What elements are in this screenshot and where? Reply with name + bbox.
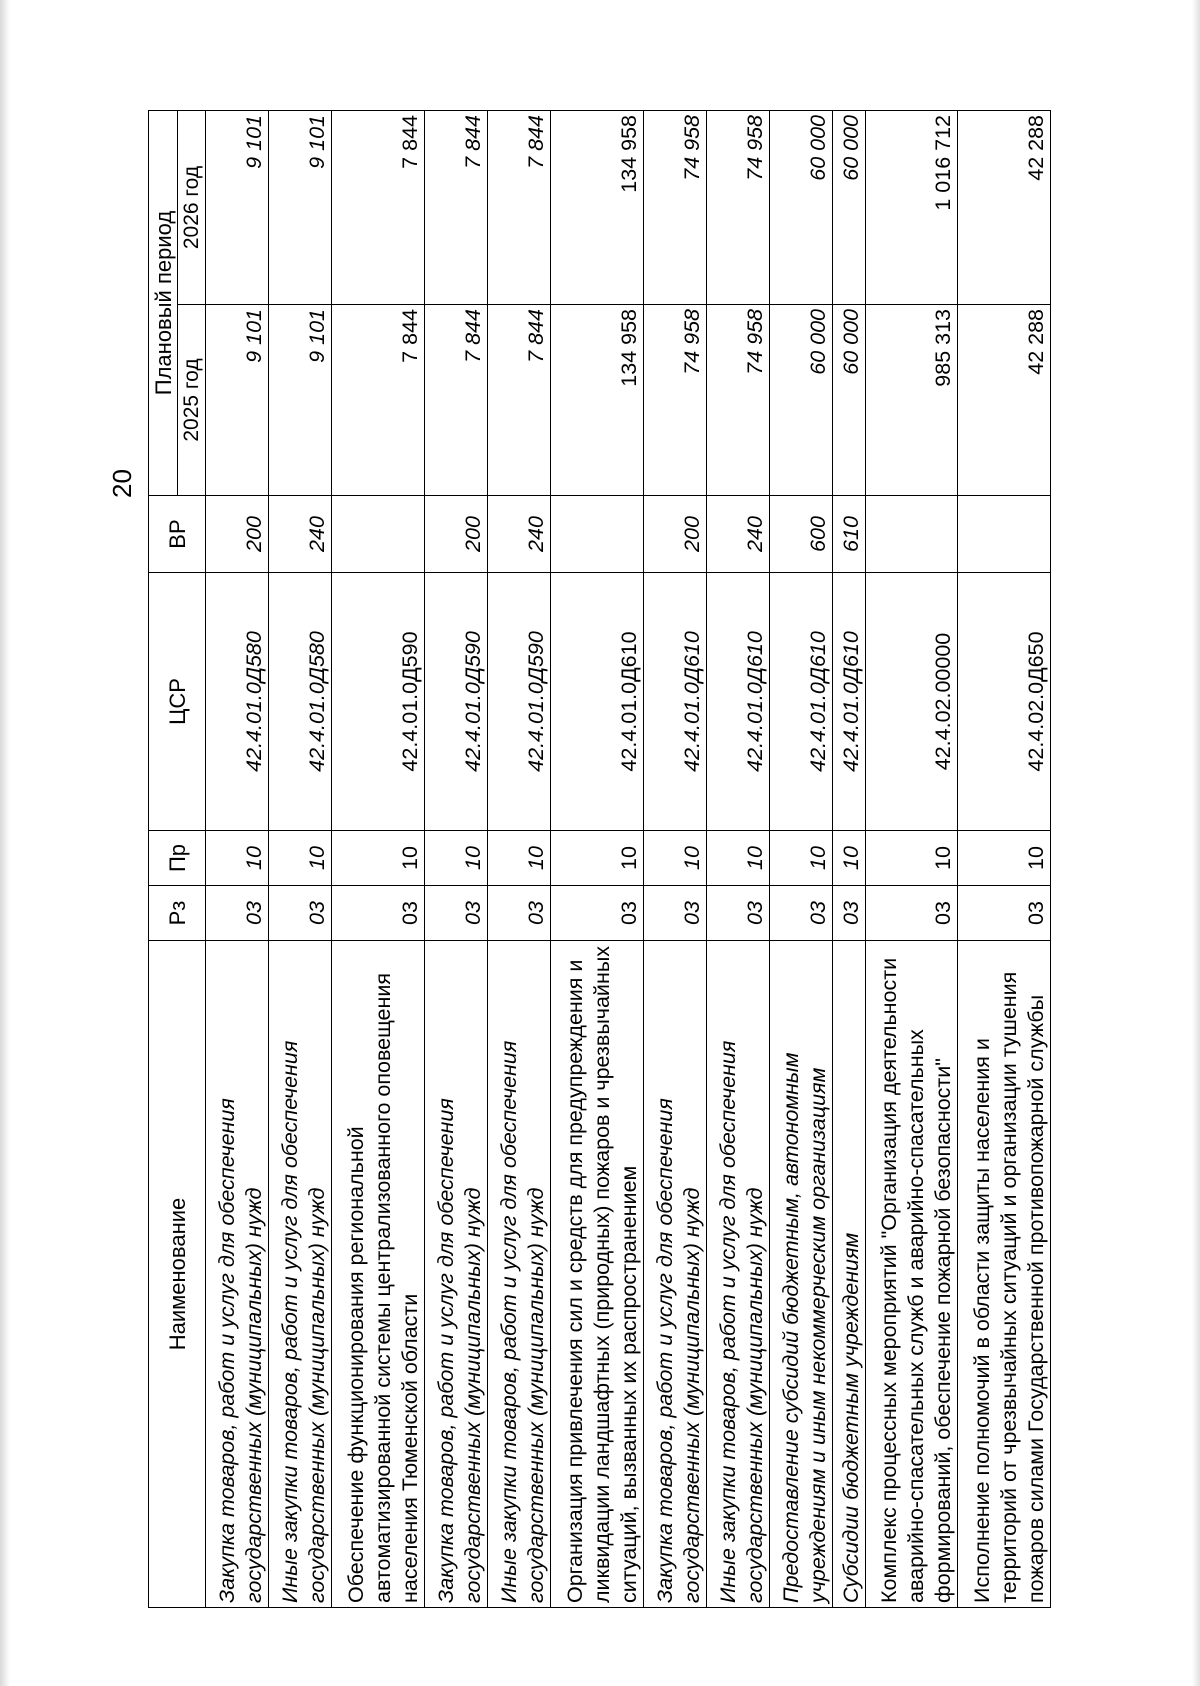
cell-y2025: 42 288 xyxy=(958,305,1051,496)
cell-rz: 03 xyxy=(865,886,958,941)
cell-pr: 10 xyxy=(833,831,866,886)
cell-vr xyxy=(958,496,1051,573)
cell-csr: 42.4.01.0Д610 xyxy=(833,573,866,831)
cell-y2025: 60 000 xyxy=(833,305,866,496)
table-row xyxy=(487,111,550,1608)
cell-vr xyxy=(865,496,958,573)
cell-csr: 42.4.01.0Д580 xyxy=(206,573,269,831)
cell-y2026: 60 000 xyxy=(769,111,832,305)
cell-name: Субсидии бюджетным учреждениям xyxy=(833,941,866,1608)
cell-vr: 600 xyxy=(769,496,832,573)
cell-vr: 610 xyxy=(833,496,866,573)
cell-vr: 240 xyxy=(706,496,769,573)
cell-y2025: 74 958 xyxy=(643,305,706,496)
cell-pr: 10 xyxy=(424,831,487,886)
cell-y2025: 134 958 xyxy=(551,305,644,496)
cell-y2025: 7 844 xyxy=(332,305,425,496)
cell-name: Закупка товаров, работ и услуг для обеспечения государственных (муниципальных) нужд xyxy=(206,941,269,1608)
cell-vr xyxy=(332,496,425,573)
cell-y2025: 985 313 xyxy=(865,305,958,496)
cell-pr: 10 xyxy=(551,831,644,886)
cell-vr: 240 xyxy=(487,496,550,573)
cell-rz: 03 xyxy=(332,886,425,941)
cell-y2025: 9 101 xyxy=(206,305,269,496)
header-name: Наименование xyxy=(149,941,206,1608)
cell-name: Исполнение полномочий в области защиты населения и территорий от чрезвычайных ситуаций и организации тушения пожаров силами Государственной противопожарной службы xyxy=(958,941,1051,1608)
header-year-2025: 2025 год xyxy=(178,305,206,496)
cell-y2025: 7 844 xyxy=(424,305,487,496)
cell-vr: 200 xyxy=(424,496,487,573)
cell-vr xyxy=(551,496,644,573)
cell-y2026: 9 101 xyxy=(269,111,332,305)
table-row xyxy=(706,111,769,1608)
cell-vr: 200 xyxy=(643,496,706,573)
cell-rz: 03 xyxy=(206,886,269,941)
cell-y2026: 1 016 712 xyxy=(865,111,958,305)
scan-edge-left xyxy=(0,0,10,1686)
budget-table xyxy=(148,110,1051,1608)
cell-name: Иные закупки товаров, работ и услуг для обеспечения государственных (муниципальных) нужд xyxy=(487,941,550,1608)
cell-name: Закупка товаров, работ и услуг для обеспечения государственных (муниципальных) нужд xyxy=(643,941,706,1608)
cell-rz: 03 xyxy=(487,886,550,941)
table-row xyxy=(643,111,706,1608)
cell-pr: 10 xyxy=(487,831,550,886)
header-year-2026: 2026 год xyxy=(178,111,206,305)
cell-rz: 03 xyxy=(769,886,832,941)
table-body xyxy=(206,111,1051,1608)
table-row xyxy=(958,111,1051,1608)
cell-csr: 42.4.01.0Д610 xyxy=(551,573,644,831)
cell-name: Комплекс процессных мероприятий "Организация деятельности аварийно-спасательных служб и аварийно-спасательных формирований, обеспечение пожарной безопасности" xyxy=(865,941,958,1608)
cell-name: Иные закупки товаров, работ и услуг для обеспечения государственных (муниципальных) нужд xyxy=(269,941,332,1608)
cell-vr: 200 xyxy=(206,496,269,573)
cell-rz: 03 xyxy=(551,886,644,941)
cell-y2026: 134 958 xyxy=(551,111,644,305)
cell-csr: 42.4.01.0Д610 xyxy=(769,573,832,831)
table-row xyxy=(269,111,332,1608)
cell-rz: 03 xyxy=(643,886,706,941)
cell-y2026: 7 844 xyxy=(424,111,487,305)
cell-csr: 42.4.01.0Д580 xyxy=(269,573,332,831)
header-pr: Пр xyxy=(149,831,206,886)
header-vr: ВР xyxy=(149,496,206,573)
cell-y2025: 60 000 xyxy=(769,305,832,496)
cell-csr: 42.4.01.0Д610 xyxy=(643,573,706,831)
cell-rz: 03 xyxy=(706,886,769,941)
rotated-page-content xyxy=(148,111,1051,1608)
cell-csr: 42.4.01.0Д610 xyxy=(706,573,769,831)
cell-csr: 42.4.01.0Д590 xyxy=(424,573,487,831)
cell-name: Организация привлечения сил и средств для предупреждения и ликвидации ландшафтных (природных) пожаров и чрезвычайных ситуаций, вызванных их распространением xyxy=(551,941,644,1608)
header-rz: Рз xyxy=(149,886,206,941)
cell-y2025: 9 101 xyxy=(269,305,332,496)
table-row xyxy=(551,111,644,1608)
cell-pr: 10 xyxy=(643,831,706,886)
cell-y2026: 9 101 xyxy=(206,111,269,305)
cell-y2026: 7 844 xyxy=(332,111,425,305)
cell-name: Иные закупки товаров, работ и услуг для обеспечения государственных (муниципальных) нужд xyxy=(706,941,769,1608)
table-row xyxy=(424,111,487,1608)
cell-y2025: 74 958 xyxy=(706,305,769,496)
cell-name: Закупка товаров, работ и услуг для обеспечения государственных (муниципальных) нужд xyxy=(424,941,487,1608)
cell-csr: 42.4.02.0Д650 xyxy=(958,573,1051,831)
header-csr: ЦСР xyxy=(149,573,206,831)
cell-pr: 10 xyxy=(332,831,425,886)
cell-y2026: 42 288 xyxy=(958,111,1051,305)
cell-y2025: 7 844 xyxy=(487,305,550,496)
cell-vr: 240 xyxy=(269,496,332,573)
page-number: 20 xyxy=(106,469,137,498)
cell-csr: 42.4.01.0Д590 xyxy=(332,573,425,831)
cell-pr: 10 xyxy=(865,831,958,886)
table-row xyxy=(865,111,958,1608)
table-row xyxy=(833,111,866,1608)
cell-y2026: 60 000 xyxy=(833,111,866,305)
table-header xyxy=(149,111,206,1608)
cell-pr: 10 xyxy=(706,831,769,886)
cell-rz: 03 xyxy=(833,886,866,941)
cell-pr: 10 xyxy=(958,831,1051,886)
table-row xyxy=(332,111,425,1608)
cell-csr: 42.4.02.00000 xyxy=(865,573,958,831)
cell-rz: 03 xyxy=(958,886,1051,941)
cell-rz: 03 xyxy=(424,886,487,941)
cell-pr: 10 xyxy=(269,831,332,886)
scan-edge-right xyxy=(1192,0,1200,1686)
cell-csr: 42.4.01.0Д590 xyxy=(487,573,550,831)
cell-y2026: 7 844 xyxy=(487,111,550,305)
cell-name: Обеспечение функционирования региональной автоматизированной системы централизованного оповещения населения Тюменской области xyxy=(332,941,425,1608)
cell-name: Предоставление субсидий бюджетным, автономным учреждениям и иным некоммерческим организациям xyxy=(769,941,832,1608)
header-planned-period: Плановый период xyxy=(149,111,178,496)
table-row xyxy=(769,111,832,1608)
cell-y2026: 74 958 xyxy=(706,111,769,305)
cell-pr: 10 xyxy=(769,831,832,886)
table-row xyxy=(206,111,269,1608)
cell-y2026: 74 958 xyxy=(643,111,706,305)
cell-pr: 10 xyxy=(206,831,269,886)
cell-rz: 03 xyxy=(269,886,332,941)
